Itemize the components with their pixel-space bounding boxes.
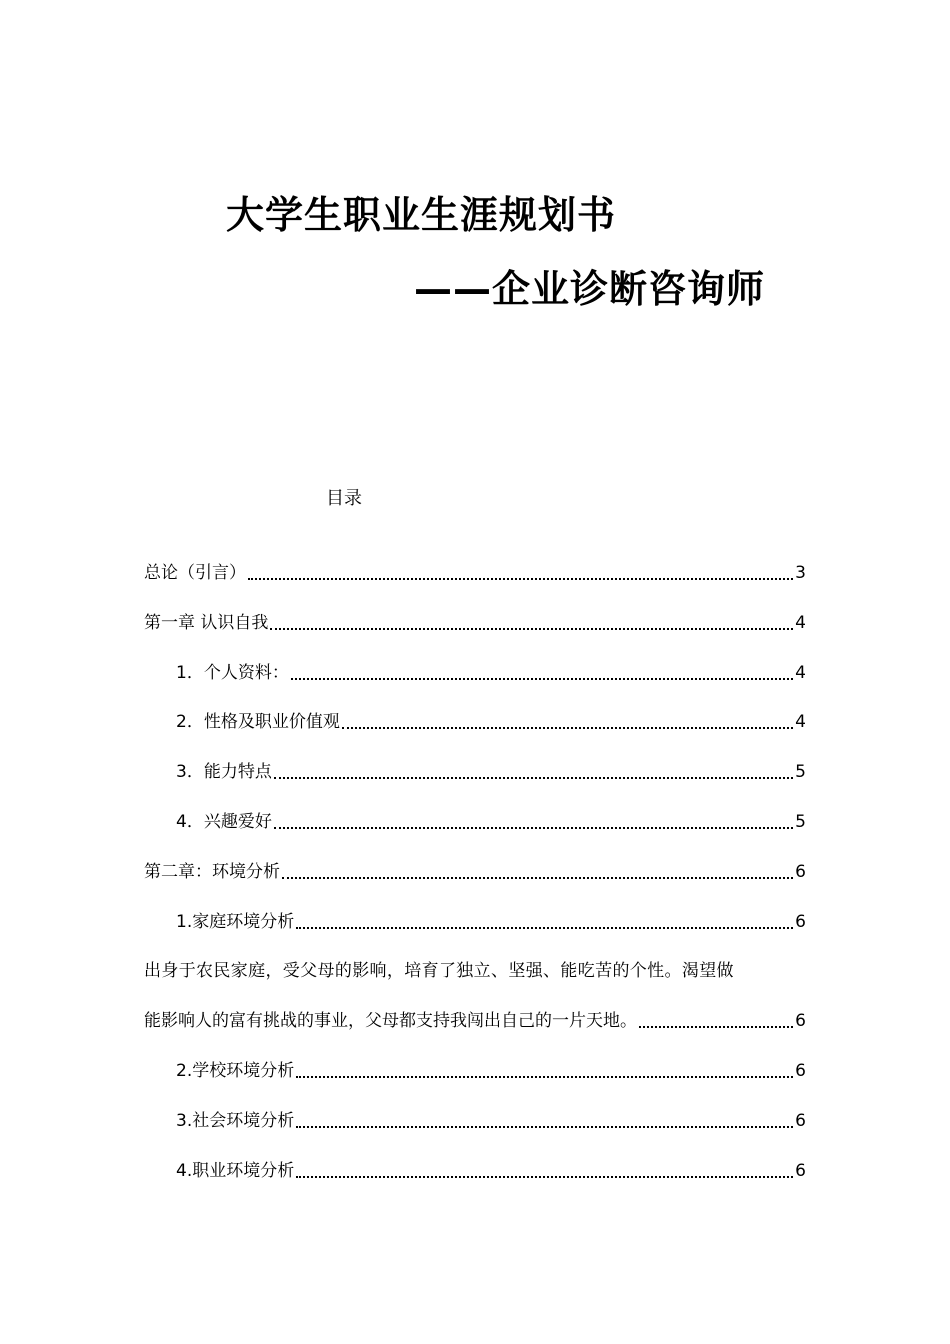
dot-leader	[274, 827, 793, 829]
toc-entry-hobbies[interactable]	[144, 810, 806, 835]
toc-paragraph-line: 出身于农民家庭，受父母的影响，培育了独立、坚强、能吃苦的个性。渴望做	[144, 961, 734, 982]
toc-entry-text: 第一章 认识自我	[144, 612, 269, 633]
toc-entry-text: 4．兴趣爱好	[176, 811, 272, 832]
table-of-contents	[144, 561, 806, 1208]
dot-leader	[282, 877, 793, 879]
dot-leader	[296, 1076, 793, 1078]
toc-entry-social-environment[interactable]	[144, 1109, 806, 1134]
document-subtitle: ——企业诊断咨询师	[414, 267, 766, 311]
toc-entry-family-environment[interactable]	[144, 910, 806, 935]
dot-leader	[248, 578, 793, 580]
dot-leader	[296, 1126, 793, 1128]
dot-leader	[296, 927, 793, 929]
toc-entry-text: 2．性格及职业价值观	[176, 712, 340, 733]
toc-entry-text: 1.家庭环境分析	[176, 911, 295, 932]
dot-leader	[270, 628, 793, 630]
toc-entry-text: 4.职业环境分析	[176, 1160, 295, 1181]
toc-entry-text: 第二章：环境分析	[144, 861, 280, 882]
document-title: 大学生职业生涯规划书	[226, 193, 617, 237]
toc-entry-chapter-2[interactable]	[144, 860, 806, 885]
toc-page-number: 5	[795, 811, 806, 832]
toc-entry-personality[interactable]	[144, 710, 806, 735]
toc-entry-personal-info[interactable]	[144, 661, 806, 686]
toc-page-number: 6	[795, 1011, 806, 1032]
toc-page-number: 6	[795, 911, 806, 932]
dot-leader	[296, 1176, 793, 1178]
toc-entry-text: 2.学校环境分析	[176, 1060, 295, 1081]
toc-heading: 目录	[326, 488, 362, 509]
toc-entry-abilities[interactable]	[144, 760, 806, 785]
toc-page-number: 5	[795, 762, 806, 783]
dot-leader	[342, 727, 793, 729]
toc-page-number: 6	[795, 1110, 806, 1131]
toc-entry-career-environment[interactable]	[144, 1159, 806, 1184]
toc-entry-text: 3．能力特点	[176, 762, 272, 783]
toc-page-number: 4	[795, 662, 806, 683]
toc-entry-text: 3.社会环境分析	[176, 1110, 295, 1131]
toc-entry-text: 能影响人的富有挑战的事业，父母都支持我闯出自己的一片天地。	[144, 1011, 637, 1032]
toc-page-number: 3	[795, 563, 806, 583]
toc-page-number: 4	[795, 612, 806, 633]
toc-page-number: 6	[795, 861, 806, 882]
toc-entry-chapter-1[interactable]	[144, 611, 806, 636]
toc-page-number: 4	[795, 712, 806, 733]
toc-page-number: 6	[795, 1160, 806, 1181]
toc-entry-family-continuation[interactable]	[144, 1009, 806, 1034]
toc-entry-text: 总论（引言）	[144, 563, 246, 583]
toc-page-number: 6	[795, 1060, 806, 1081]
toc-entry-introduction[interactable]	[144, 561, 806, 586]
dot-leader	[291, 678, 793, 680]
toc-entry-school-environment[interactable]	[144, 1059, 806, 1084]
dot-leader	[639, 1026, 793, 1028]
toc-entry-text: 1．个人资料：	[176, 662, 289, 683]
dot-leader	[274, 777, 793, 779]
